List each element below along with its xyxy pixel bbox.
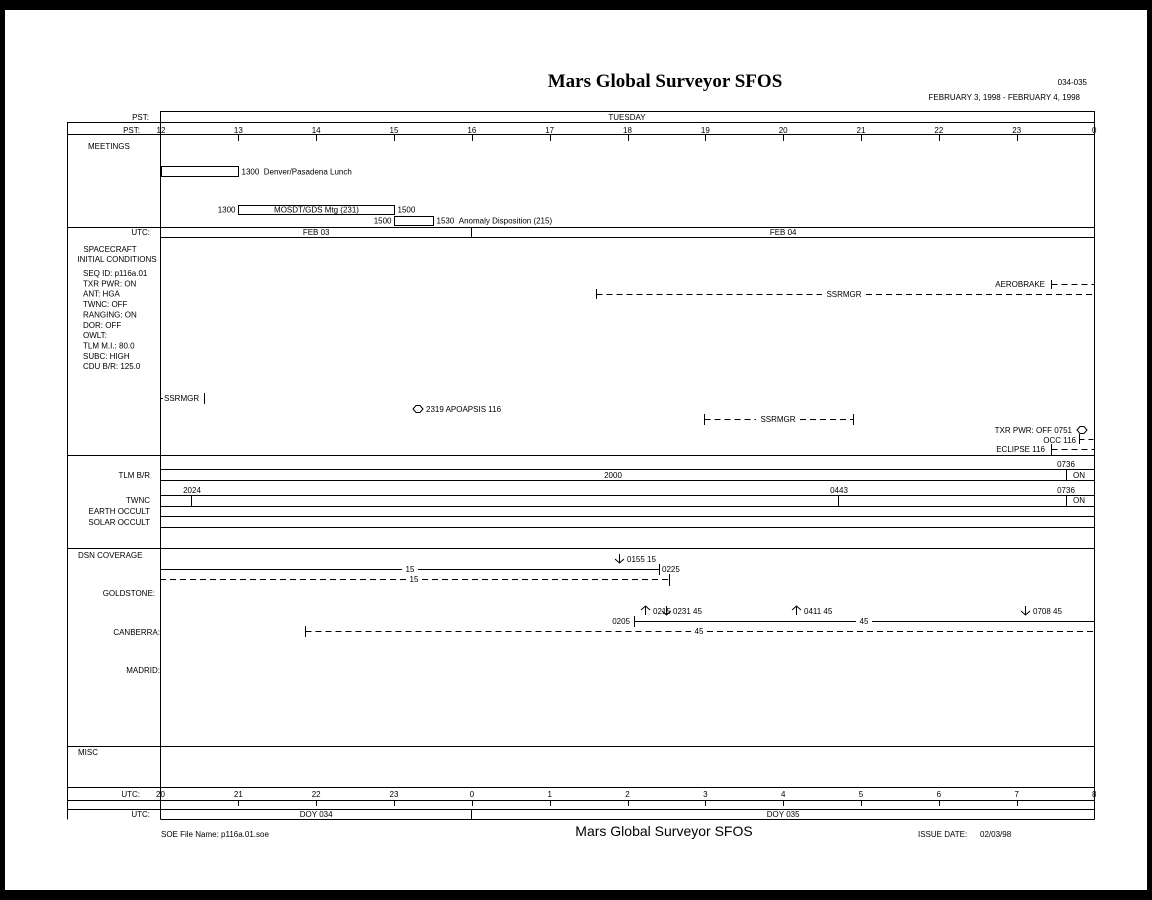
pst-day-label: PST:	[132, 113, 149, 122]
misc-label: MISC	[78, 748, 98, 757]
tlm-br-value: 2000	[604, 471, 622, 480]
pst-hour-ticks	[157, 126, 1098, 141]
pst-tick-label: 21	[856, 126, 866, 135]
madrid-label: MADRID:	[126, 666, 160, 675]
utc-dates	[303, 228, 797, 237]
utc-tick-label: 4	[780, 790, 786, 799]
initial-condition-item: TLM M.I.: 80.0	[83, 341, 135, 351]
twnc-label: TWNC	[126, 496, 150, 505]
goldstone-los-arrow-icon	[615, 554, 624, 563]
canberra-label: CANBERRA:	[113, 628, 160, 637]
meeting-item	[374, 217, 553, 226]
meeting-start-time: 1500	[373, 216, 392, 226]
issue-date-label: ISSUE DATE:	[918, 830, 968, 839]
pst-tick-label: 12	[156, 126, 166, 135]
initial-conditions-heading: INITIAL CONDITIONS	[77, 255, 157, 264]
spacecraft-heading: SPACECRAFT	[83, 245, 137, 254]
initial-condition-item: SUBC: HIGH	[83, 351, 130, 361]
utc-tick-label: 8	[1092, 790, 1097, 799]
goldstone-dashed-label: 15	[409, 575, 419, 584]
meetings-lane	[162, 167, 553, 226]
aerobrake-label: AEROBRAKE	[995, 280, 1045, 289]
doy-range: 034-035	[1057, 78, 1087, 87]
canberra-los-2-label: 0708 45	[1033, 607, 1062, 616]
doy-days	[300, 810, 800, 819]
txr-pwr-off-icon	[1077, 427, 1087, 434]
utc-date-label: UTC:	[131, 228, 150, 237]
solar-occult-label: SOLAR OCCULT	[88, 518, 150, 527]
doy-day-label: DOY 035	[766, 810, 800, 819]
canberra-aos-2-arrow-icon	[792, 606, 801, 615]
ssrmgr-start-label: SSRMGR	[164, 394, 200, 403]
initial-condition-item: CDU B/R: 125.0	[83, 362, 141, 372]
pst-hours-label: PST:	[123, 126, 140, 135]
utc-tick-label: 2	[625, 790, 630, 799]
occ-label: OCC 116	[1043, 436, 1076, 445]
soe-file-name: SOE File Name: p116a.01.soe	[161, 830, 269, 839]
utc-date-label: FEB 04	[769, 228, 797, 237]
utc-tick-label: 3	[703, 790, 708, 799]
canberra-los-2-arrow-icon	[1021, 606, 1030, 615]
initial-conditions-list	[83, 269, 148, 371]
goldstone-solid-label: 15	[405, 565, 415, 574]
initial-condition-item: TWNC: OFF	[83, 300, 128, 310]
utc-tick-label: 0	[469, 790, 475, 799]
utc-tick-label: 6	[936, 790, 942, 799]
meeting-end-time-and-title: 1530 Anomaly Disposition (215)	[436, 216, 553, 226]
initial-condition-item: TXR PWR: ON	[83, 279, 137, 289]
canberra-solid-label: 45	[859, 617, 869, 626]
footer-title: Mars Global Surveyor SFOS	[575, 823, 753, 839]
initial-condition-item: OWLT:	[83, 331, 107, 341]
earth-occult-label: EARTH OCCULT	[88, 507, 150, 516]
pst-tick-label: 17	[545, 126, 555, 135]
issue-date-value: 02/03/98	[980, 830, 1012, 839]
pst-tick-label: 23	[1012, 126, 1022, 135]
pst-tick-label: 18	[623, 126, 632, 135]
apoapsis-icon	[413, 406, 423, 413]
pst-tick-label: 16	[467, 126, 477, 135]
twnc-time-1: 2024	[183, 486, 201, 495]
goldstone-label: GOLDSTONE:	[102, 589, 155, 598]
utc-tick-label: 21	[233, 790, 243, 799]
canberra-aos-1-label: 0215	[653, 607, 671, 616]
utc-tick-label: 1	[547, 790, 552, 799]
utc-tick-label: 5	[858, 790, 864, 799]
meeting-item	[218, 206, 416, 215]
pst-tick-label: 19	[700, 126, 710, 135]
meeting-start-time: 1300	[217, 205, 236, 215]
initial-condition-item: SEQ ID: p116a.01	[83, 269, 148, 278]
tlm-br-label: TLM B/R	[118, 471, 150, 480]
pst-day-name: TUESDAY	[608, 113, 646, 122]
goldstone-los-label: 0155 15	[627, 555, 656, 564]
pst-tick-label: 13	[233, 126, 243, 135]
tlm-br-change-value: ON	[1073, 471, 1085, 480]
date-range: FEBRUARY 3, 1998 - FEBRUARY 4, 1998	[928, 93, 1080, 102]
utc-tick-label: 20	[156, 790, 165, 799]
pst-tick-label: 14	[311, 126, 321, 135]
ssrmgr-long-label: SSRMGR	[826, 290, 862, 299]
document-title: Mars Global Surveyor SFOS	[547, 71, 783, 92]
ssrmgr-mid-label: SSRMGR	[760, 415, 796, 424]
initial-condition-item: RANGING: ON	[83, 310, 137, 320]
canberra-dashed-label: 45	[694, 627, 704, 636]
pst-tick-label: 20	[778, 126, 788, 135]
goldstone-end-time: 0225	[662, 565, 680, 574]
canberra-aos-arrow-icon	[641, 606, 650, 615]
twnc-change-value: ON	[1073, 496, 1085, 505]
pst-tick-label: 0	[1092, 126, 1097, 135]
meeting-end-time-and-title: 1300 Denver/Pasadena Lunch	[241, 167, 352, 177]
dsn-coverage-label: DSN COVERAGE	[78, 551, 143, 560]
eclipse-label: ECLIPSE 116	[996, 445, 1045, 454]
meeting-item	[162, 167, 352, 177]
meeting-bar	[395, 217, 434, 226]
utc-hours-label: UTC:	[121, 790, 140, 799]
initial-condition-item: DOR: OFF	[83, 320, 122, 330]
twnc-time-3: 0736	[1057, 486, 1075, 495]
canberra-los-1-label: 0231 45	[673, 607, 702, 616]
utc-tick-label: 22	[311, 790, 321, 799]
utc-tick-label: 23	[389, 790, 399, 799]
canberra-aos-2-label: 0411 45	[804, 607, 833, 616]
meeting-end-time-and-title: 1500	[397, 205, 416, 215]
utc-tick-label: 7	[1014, 790, 1019, 799]
meeting-bar	[162, 167, 239, 177]
doy-day-label: DOY 034	[299, 810, 333, 819]
txr-pwr-off-label: TXR PWR: OFF 0751	[994, 426, 1072, 435]
meetings-label: MEETINGS	[88, 142, 130, 151]
utc-date-label: FEB 03	[302, 228, 330, 237]
initial-condition-item: ANT: HGA	[83, 289, 120, 299]
tlm-br-change-time: 0736	[1057, 460, 1075, 469]
pst-tick-label: 22	[934, 126, 944, 135]
meeting-title: MOSDT/GDS Mtg (231)	[274, 205, 359, 215]
canberra-start-time: 0205	[612, 617, 630, 626]
spacecraft-events	[160, 280, 1094, 455]
doy-label: UTC:	[131, 810, 150, 819]
apoapsis-label: 2319 APOAPSIS 116	[426, 405, 502, 414]
pst-tick-label: 15	[389, 126, 399, 135]
utc-hour-ticks	[156, 790, 1097, 806]
twnc-time-2: 0443	[830, 486, 848, 495]
